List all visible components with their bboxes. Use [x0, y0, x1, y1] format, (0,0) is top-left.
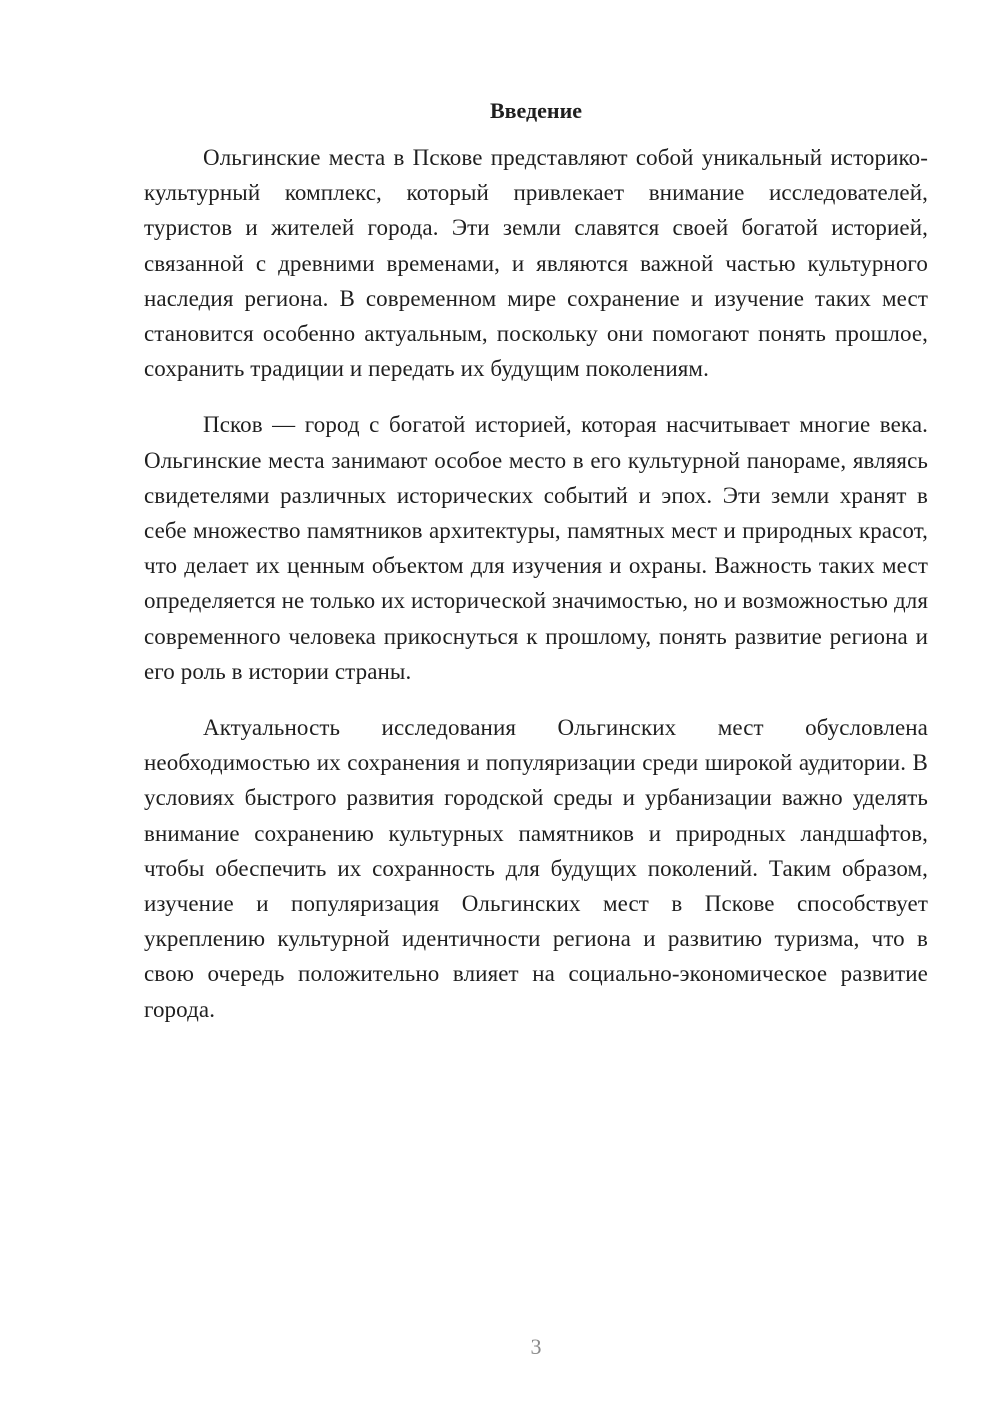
section-heading: Введение: [489, 98, 583, 123]
paragraph-3: Актуальность исследования Ольгинских мест обусловлена необходимостью их сохранения и популяризации среди широкой аудитории. В условиях быстрого развития городской среды и урбанизации важно уделять внимание сохранению культурных памятников и природных ландшафтов, чтобы обеспечить их сохранность для будущих поколений. Таким образом, изучение и популяризация Ольгинских мест в Пскове способствует укреплению культурной идентичности региона и развитию туризма, что в свою очередь положительно влияет на социально-экономическое развитие города.: [144, 715, 928, 1022]
paragraph-2: Псков — город с богатой историей, которая насчитывает многие века. Ольгинские места занимают особое место в его культурной панораме, являясь свидетелями различных исторических событий и эпох. Эти земли хранят в себе множество памятников архитектуры, памятных мест и природных красот, что делает их ценным объектом для изучения и охраны. Важность таких мест определяется не только их исторической значимостью, но и возможностью для современного человека прикоснуться к прошлому, понять развитие региона и его роль в истории страны.: [144, 412, 928, 684]
page-content: [144, 96, 928, 1048]
page-number: 3: [530, 1334, 542, 1359]
paragraph-1: Ольгинские места в Пскове представляют собой уникальный историко-культурный комплекс, который привлекает внимание исследователей, туристов и жителей города. Эти земли славятся своей богатой историей, связанной с древними временами, и являются важной частью культурного наследия региона. В современном мире сохранение и изучение таких мест становится особенно актуальным, поскольку они помогают понять прошлое, сохранить традиции и передать их будущим поколениям.: [144, 145, 928, 382]
